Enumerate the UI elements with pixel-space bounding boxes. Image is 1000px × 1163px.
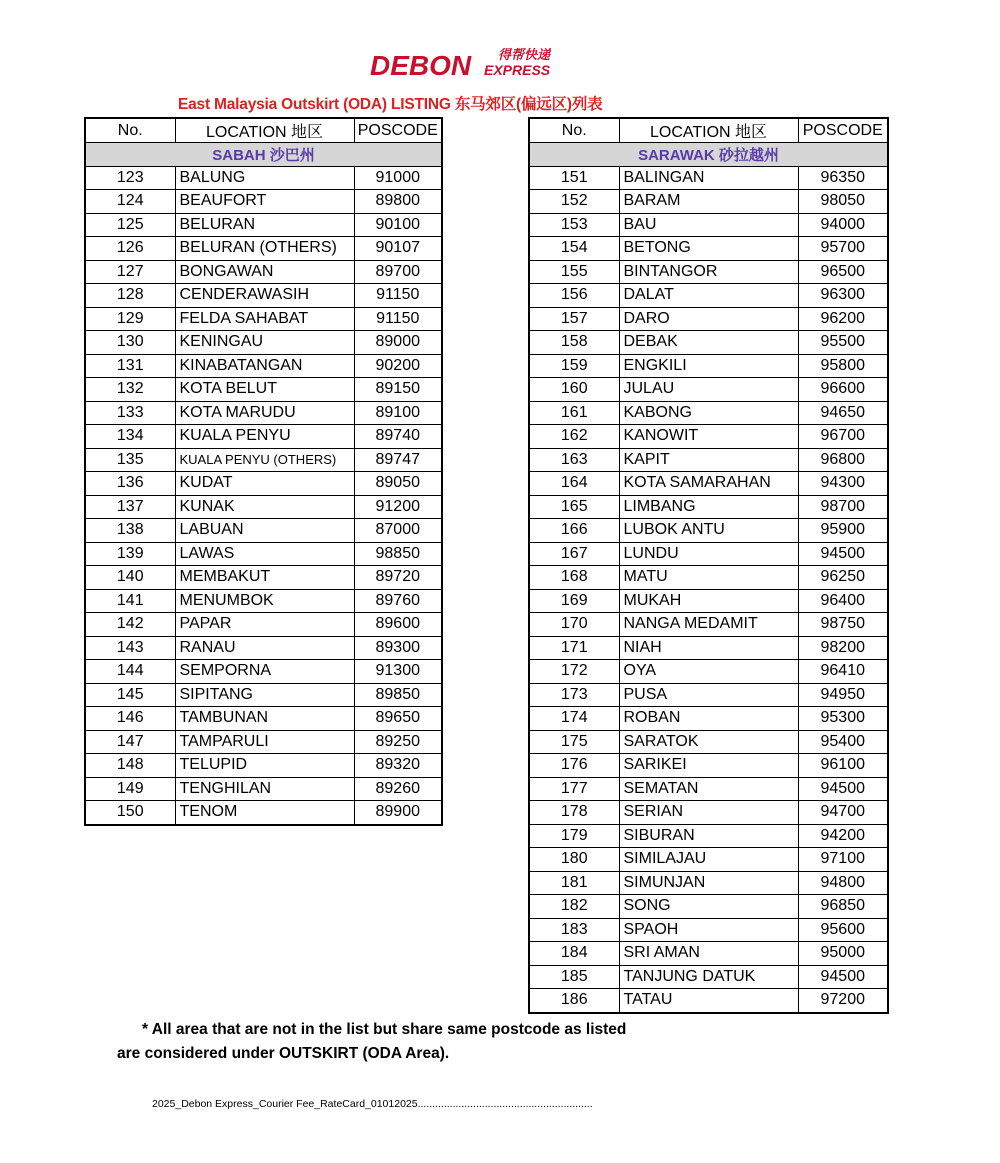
row-number: 161 [529, 401, 619, 425]
row-location: TENOM [175, 801, 354, 825]
row-location: PAPAR [175, 613, 354, 637]
row-number: 154 [529, 237, 619, 261]
row-number: 168 [529, 566, 619, 590]
row-number: 167 [529, 542, 619, 566]
row-number: 184 [529, 942, 619, 966]
svg-text:得帮快递: 得帮快递 [498, 48, 551, 63]
table-row [529, 331, 888, 355]
table-row [85, 237, 442, 261]
table-row [529, 190, 888, 214]
table-header-row [85, 118, 442, 143]
row-location: KUALA PENYU (OTHERS) [175, 448, 354, 472]
row-number: 183 [529, 918, 619, 942]
table-row [529, 354, 888, 378]
row-location: BAU [619, 213, 798, 237]
table-row [85, 448, 442, 472]
row-number: 126 [85, 237, 175, 261]
row-location: NIAH [619, 636, 798, 660]
row-number: 171 [529, 636, 619, 660]
row-location: SIPITANG [175, 683, 354, 707]
table-header-row [529, 118, 888, 143]
row-postcode: 89650 [354, 707, 442, 731]
row-postcode: 89760 [354, 589, 442, 613]
row-postcode: 98750 [798, 613, 888, 637]
table-row [529, 425, 888, 449]
row-number: 124 [85, 190, 175, 214]
row-location: LABUAN [175, 519, 354, 543]
row-location: SIMILAJAU [619, 848, 798, 872]
row-postcode: 97100 [798, 848, 888, 872]
row-postcode: 89250 [354, 730, 442, 754]
row-postcode: 98200 [798, 636, 888, 660]
row-location: CENDERAWASIH [175, 284, 354, 308]
table-row [85, 707, 442, 731]
table-row [85, 636, 442, 660]
row-location: TATAU [619, 989, 798, 1013]
row-location: MENUMBOK [175, 589, 354, 613]
row-location: KUNAK [175, 495, 354, 519]
table-row [85, 801, 442, 825]
row-postcode: 89260 [354, 777, 442, 801]
row-postcode: 91150 [354, 284, 442, 308]
table-row [529, 965, 888, 989]
row-location: JULAU [619, 378, 798, 402]
row-location: SERIAN [619, 801, 798, 825]
row-number: 151 [529, 166, 619, 190]
row-location: ROBAN [619, 707, 798, 731]
row-number: 158 [529, 331, 619, 355]
row-number: 182 [529, 895, 619, 919]
row-postcode: 98050 [798, 190, 888, 214]
table-row [529, 824, 888, 848]
row-location: LUNDU [619, 542, 798, 566]
row-location: KANOWIT [619, 425, 798, 449]
row-location: TANJUNG DATUK [619, 965, 798, 989]
row-location: KENINGAU [175, 331, 354, 355]
row-location: TAMPARULI [175, 730, 354, 754]
row-postcode: 89720 [354, 566, 442, 590]
row-location: BETONG [619, 237, 798, 261]
table-row [529, 660, 888, 684]
row-postcode: 96350 [798, 166, 888, 190]
sarawak-table [528, 117, 889, 1014]
table-row [529, 542, 888, 566]
table-row [529, 989, 888, 1013]
table-row [529, 613, 888, 637]
svg-text:EXPRESS: EXPRESS [484, 62, 551, 78]
row-number: 166 [529, 519, 619, 543]
row-location: SRI AMAN [619, 942, 798, 966]
table-row [529, 683, 888, 707]
row-postcode: 89100 [354, 401, 442, 425]
row-number: 128 [85, 284, 175, 308]
row-number: 178 [529, 801, 619, 825]
row-location: TAMBUNAN [175, 707, 354, 731]
row-location: LUBOK ANTU [619, 519, 798, 543]
header-location: LOCATION 地区 [619, 118, 798, 143]
row-postcode: 96400 [798, 589, 888, 613]
row-location: SARATOK [619, 730, 798, 754]
row-number: 148 [85, 754, 175, 778]
row-number: 134 [85, 425, 175, 449]
table-row [529, 260, 888, 284]
row-postcode: 96700 [798, 425, 888, 449]
table-row [85, 566, 442, 590]
region-row-sarawak [529, 143, 888, 167]
row-postcode: 95600 [798, 918, 888, 942]
table-row [529, 237, 888, 261]
row-location: KOTA SAMARAHAN [619, 472, 798, 496]
table-row [529, 213, 888, 237]
sabah-table [84, 117, 443, 826]
row-location: BEAUFORT [175, 190, 354, 214]
table-row [529, 472, 888, 496]
row-location: BONGAWAN [175, 260, 354, 284]
row-number: 141 [85, 589, 175, 613]
row-postcode: 94700 [798, 801, 888, 825]
row-number: 156 [529, 284, 619, 308]
row-postcode: 95300 [798, 707, 888, 731]
row-number: 129 [85, 307, 175, 331]
table-row [85, 166, 442, 190]
row-number: 133 [85, 401, 175, 425]
row-postcode: 94800 [798, 871, 888, 895]
row-location: SARIKEI [619, 754, 798, 778]
row-postcode: 94500 [798, 965, 888, 989]
region-row-sabah [85, 143, 442, 167]
header-location: LOCATION 地区 [175, 118, 354, 143]
row-number: 139 [85, 542, 175, 566]
table-row [529, 707, 888, 731]
row-number: 164 [529, 472, 619, 496]
row-number: 173 [529, 683, 619, 707]
table-row [85, 354, 442, 378]
row-postcode: 91000 [354, 166, 442, 190]
table-row [85, 190, 442, 214]
table-row [529, 166, 888, 190]
table-row [529, 378, 888, 402]
header-postcode: POSCODE [798, 118, 888, 143]
table-row [85, 425, 442, 449]
table-row [85, 589, 442, 613]
table-row [529, 777, 888, 801]
row-location: BINTANGOR [619, 260, 798, 284]
row-location: DALAT [619, 284, 798, 308]
row-postcode: 96250 [798, 566, 888, 590]
table-row [85, 495, 442, 519]
row-postcode: 96100 [798, 754, 888, 778]
row-number: 172 [529, 660, 619, 684]
row-location: KOTA BELUT [175, 378, 354, 402]
row-postcode: 89600 [354, 613, 442, 637]
row-location: OYA [619, 660, 798, 684]
row-postcode: 96600 [798, 378, 888, 402]
table-row [529, 730, 888, 754]
row-postcode: 89150 [354, 378, 442, 402]
row-location: SPAOH [619, 918, 798, 942]
table-row [85, 472, 442, 496]
svg-text:DEBON: DEBON [370, 50, 472, 80]
row-postcode: 94300 [798, 472, 888, 496]
row-number: 143 [85, 636, 175, 660]
row-number: 153 [529, 213, 619, 237]
row-postcode: 89747 [354, 448, 442, 472]
table-row [85, 519, 442, 543]
page-title: East Malaysia Outskirt (ODA) LISTING 东马郊区(偏远区)列表 [178, 96, 603, 113]
table-row [529, 519, 888, 543]
row-number: 174 [529, 707, 619, 731]
row-location: PUSA [619, 683, 798, 707]
header-no: No. [529, 118, 619, 143]
row-number: 162 [529, 425, 619, 449]
row-postcode: 89320 [354, 754, 442, 778]
row-postcode: 96800 [798, 448, 888, 472]
row-number: 149 [85, 777, 175, 801]
row-postcode: 87000 [354, 519, 442, 543]
table-row [85, 331, 442, 355]
row-number: 169 [529, 589, 619, 613]
row-postcode: 91200 [354, 495, 442, 519]
debon-express-logo [370, 44, 585, 80]
table-row [529, 918, 888, 942]
row-number: 145 [85, 683, 175, 707]
row-postcode: 89740 [354, 425, 442, 449]
table-row [529, 942, 888, 966]
table-row [529, 448, 888, 472]
row-number: 125 [85, 213, 175, 237]
row-location: KAPIT [619, 448, 798, 472]
row-location: KUDAT [175, 472, 354, 496]
row-number: 123 [85, 166, 175, 190]
table-row [529, 636, 888, 660]
row-location: NANGA MEDAMIT [619, 613, 798, 637]
row-location: BELURAN [175, 213, 354, 237]
row-location: DARO [619, 307, 798, 331]
row-postcode: 91300 [354, 660, 442, 684]
row-postcode: 97200 [798, 989, 888, 1013]
row-number: 132 [85, 378, 175, 402]
table-row [529, 284, 888, 308]
row-location: SEMPORNA [175, 660, 354, 684]
table-row [85, 542, 442, 566]
table-row [85, 260, 442, 284]
table-row [529, 801, 888, 825]
row-postcode: 95800 [798, 354, 888, 378]
row-location: KABONG [619, 401, 798, 425]
row-location: LIMBANG [619, 495, 798, 519]
row-number: 137 [85, 495, 175, 519]
row-number: 160 [529, 378, 619, 402]
row-postcode: 95500 [798, 331, 888, 355]
row-postcode: 96200 [798, 307, 888, 331]
row-number: 131 [85, 354, 175, 378]
row-location: KOTA MARUDU [175, 401, 354, 425]
row-number: 142 [85, 613, 175, 637]
row-location: ENGKILI [619, 354, 798, 378]
table-row [85, 378, 442, 402]
row-postcode: 96500 [798, 260, 888, 284]
row-number: 165 [529, 495, 619, 519]
table-row [85, 307, 442, 331]
table-row [85, 754, 442, 778]
row-location: BALINGAN [619, 166, 798, 190]
header-no: No. [85, 118, 175, 143]
row-postcode: 96850 [798, 895, 888, 919]
region-label: SARAWAK 砂拉越州 [529, 143, 888, 167]
row-location: SIBURAN [619, 824, 798, 848]
table-row [529, 495, 888, 519]
row-postcode: 94950 [798, 683, 888, 707]
row-postcode: 89050 [354, 472, 442, 496]
row-number: 159 [529, 354, 619, 378]
row-location: MUKAH [619, 589, 798, 613]
table-row [529, 754, 888, 778]
table-row [529, 871, 888, 895]
row-number: 181 [529, 871, 619, 895]
row-number: 136 [85, 472, 175, 496]
row-postcode: 94500 [798, 542, 888, 566]
row-location: MATU [619, 566, 798, 590]
table-row [85, 401, 442, 425]
row-postcode: 98850 [354, 542, 442, 566]
row-postcode: 89700 [354, 260, 442, 284]
row-postcode: 89300 [354, 636, 442, 660]
row-location: TENGHILAN [175, 777, 354, 801]
row-number: 146 [85, 707, 175, 731]
table-row [85, 284, 442, 308]
row-number: 140 [85, 566, 175, 590]
row-location: SONG [619, 895, 798, 919]
row-postcode: 91150 [354, 307, 442, 331]
note-line-2: are considered under OUTSKIRT (ODA Area). [117, 1045, 450, 1062]
table-row [85, 683, 442, 707]
row-location: LAWAS [175, 542, 354, 566]
row-number: 147 [85, 730, 175, 754]
table-row [529, 895, 888, 919]
footer-reference: 2025_Debon Express_Courier Fee_RateCard_01012025............................................................ [152, 1098, 593, 1110]
row-number: 138 [85, 519, 175, 543]
table-row [529, 307, 888, 331]
row-postcode: 94200 [798, 824, 888, 848]
row-number: 177 [529, 777, 619, 801]
row-location: RANAU [175, 636, 354, 660]
table-row [85, 730, 442, 754]
row-number: 150 [85, 801, 175, 825]
row-number: 163 [529, 448, 619, 472]
table-row [85, 613, 442, 637]
row-number: 157 [529, 307, 619, 331]
row-number: 186 [529, 989, 619, 1013]
row-location: DEBAK [619, 331, 798, 355]
row-postcode: 95700 [798, 237, 888, 261]
row-postcode: 96300 [798, 284, 888, 308]
row-postcode: 94500 [798, 777, 888, 801]
row-postcode: 89800 [354, 190, 442, 214]
row-location: MEMBAKUT [175, 566, 354, 590]
row-postcode: 90107 [354, 237, 442, 261]
row-number: 130 [85, 331, 175, 355]
row-number: 135 [85, 448, 175, 472]
row-location: BARAM [619, 190, 798, 214]
region-label: SABAH 沙巴州 [85, 143, 442, 167]
row-postcode: 90100 [354, 213, 442, 237]
row-postcode: 95900 [798, 519, 888, 543]
table-row [529, 566, 888, 590]
row-location: TELUPID [175, 754, 354, 778]
table-row [529, 589, 888, 613]
row-number: 152 [529, 190, 619, 214]
row-postcode: 98700 [798, 495, 888, 519]
row-location: FELDA SAHABAT [175, 307, 354, 331]
row-postcode: 89900 [354, 801, 442, 825]
row-number: 170 [529, 613, 619, 637]
row-number: 185 [529, 965, 619, 989]
table-row [85, 777, 442, 801]
row-location: BALUNG [175, 166, 354, 190]
table-row [529, 401, 888, 425]
row-postcode: 94650 [798, 401, 888, 425]
row-postcode: 89000 [354, 331, 442, 355]
table-row [85, 213, 442, 237]
row-number: 155 [529, 260, 619, 284]
row-postcode: 95400 [798, 730, 888, 754]
row-number: 180 [529, 848, 619, 872]
table-row [529, 848, 888, 872]
note-line-1: * All area that are not in the list but share same postcode as listed [142, 1021, 627, 1038]
row-location: BELURAN (OTHERS) [175, 237, 354, 261]
row-location: KUALA PENYU [175, 425, 354, 449]
table-row [85, 660, 442, 684]
row-number: 175 [529, 730, 619, 754]
row-postcode: 95000 [798, 942, 888, 966]
row-number: 144 [85, 660, 175, 684]
row-postcode: 94000 [798, 213, 888, 237]
row-number: 176 [529, 754, 619, 778]
row-postcode: 89850 [354, 683, 442, 707]
row-postcode: 96410 [798, 660, 888, 684]
row-postcode: 90200 [354, 354, 442, 378]
row-number: 179 [529, 824, 619, 848]
row-location: KINABATANGAN [175, 354, 354, 378]
row-number: 127 [85, 260, 175, 284]
header-postcode: POSCODE [354, 118, 442, 143]
row-location: SIMUNJAN [619, 871, 798, 895]
row-location: SEMATAN [619, 777, 798, 801]
